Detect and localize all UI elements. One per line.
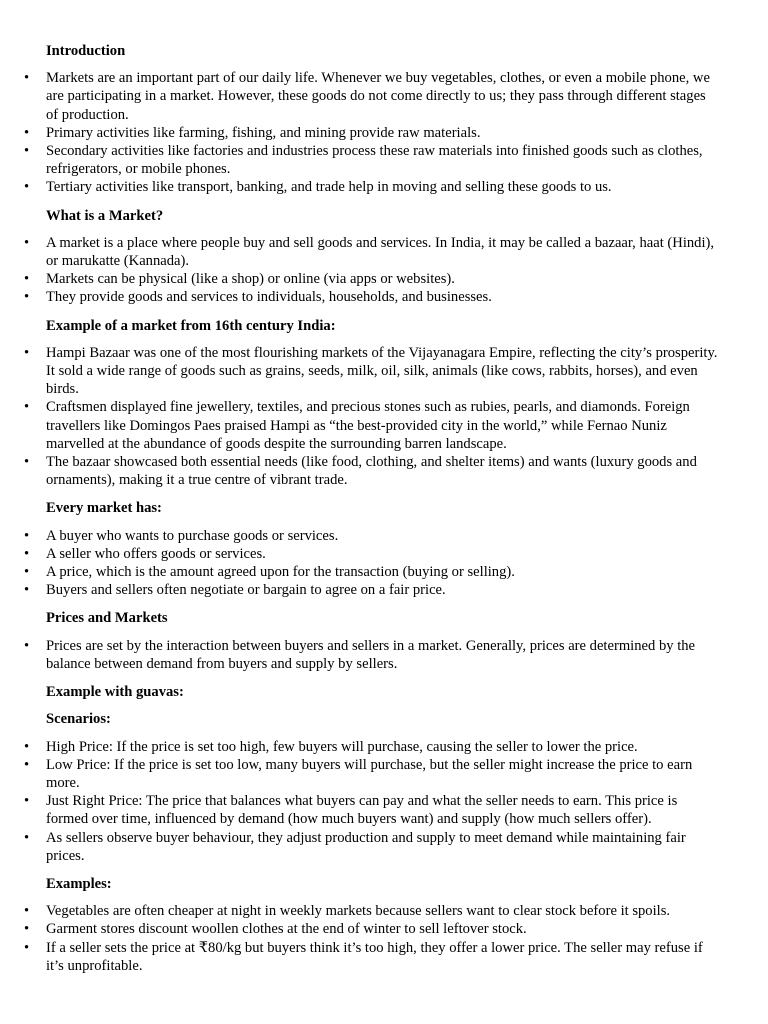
list-item: • High Price: If the price is set too high, few buyers will purchase, causing the seller to lower the price. (46, 738, 720, 756)
hampi-example-list (46, 344, 720, 490)
list-item: • They provide goods and services to individuals, households, and businesses. (46, 288, 720, 306)
heading-example-with-guavas: Example with guavas: (46, 684, 184, 701)
heading-prices-and-markets: Prices and Markets (46, 610, 168, 627)
list-item: • Vegetables are often cheaper at night in weekly markets because sellers want to clear stock before it spoils. (46, 902, 720, 920)
list-item: • Low Price: If the price is set too low, many buyers will purchase, but the seller might increase the price to earn more. (46, 756, 720, 792)
every-market-has-list (46, 527, 720, 600)
list-item: • Tertiary activities like transport, banking, and trade help in moving and selling these goods to us. (46, 178, 720, 196)
list-item: • Craftsmen displayed fine jewellery, textiles, and precious stones such as rubies, pearls, and diamonds. Foreign travellers like Domingos Paes praised Hampi as “the best-provided city in the world,” while Fernao Nuniz marvelled at the abundance of goods despite the surrounding barren landscape. (46, 398, 720, 453)
list-item: • Markets can be physical (like a shop) or online (via apps or websites). (46, 270, 720, 288)
list-item: • As sellers observe buyer behaviour, they adjust production and supply to meet demand while maintaining fair prices. (46, 829, 720, 865)
examples-list (46, 902, 720, 975)
list-item: • Hampi Bazaar was one of the most flourishing markets of the Vijayanagara Empire, reflecting the city’s prosperity. It sold a wide range of goods such as grains, seeds, milk, oil, silk, animals (like cows, rabbits, horses), and even birds. (46, 344, 720, 399)
heading-scenarios: Scenarios: (46, 711, 111, 728)
introduction-list (46, 69, 720, 196)
list-item: • Markets are an important part of our daily life. Whenever we buy vegetables, clothes, or even a mobile phone, we are participating in a market. However, these goods do not come directly to us; they pass through different stages of production. (46, 69, 720, 124)
list-item: • A seller who offers goods or services. (46, 545, 720, 563)
heading-16th-century-example: Example of a market from 16th century India: (46, 317, 336, 334)
list-item: • Buyers and sellers often negotiate or bargain to agree on a fair price. (46, 581, 720, 599)
list-item: • If a seller sets the price at ₹80/kg but buyers think it’s too high, they offer a lower price. The seller may refuse if it’s unprofitable. (46, 939, 720, 975)
list-item: • Garment stores discount woollen clothes at the end of winter to sell leftover stock. (46, 920, 720, 938)
scenarios-list (46, 738, 720, 865)
list-item: • Just Right Price: The price that balances what buyers can pay and what the seller needs to earn. This price is formed over time, influenced by demand (how much buyers want) and supply (how much sellers offer). (46, 792, 720, 828)
what-is-a-market-list (46, 234, 720, 307)
list-item: • Primary activities like farming, fishing, and mining provide raw materials. (46, 124, 720, 142)
list-item: • The bazaar showcased both essential needs (like food, clothing, and shelter items) and wants (luxury goods and ornaments), making it a true centre of vibrant trade. (46, 453, 720, 489)
list-item: • Prices are set by the interaction between buyers and sellers in a market. Generally, prices are determined by the balance between demand from buyers and supply by sellers. (46, 637, 720, 673)
list-item: • A price, which is the amount agreed upon for the transaction (buying or selling). (46, 563, 720, 581)
heading-every-market-has: Every market has: (46, 500, 162, 517)
prices-and-markets-list (46, 637, 720, 673)
list-item: • A buyer who wants to purchase goods or services. (46, 527, 720, 545)
list-item: • A market is a place where people buy and sell goods and services. In India, it may be called a bazaar, haat (Hindi), or marukatte (Kannada). (46, 234, 720, 270)
list-item: • Secondary activities like factories and industries process these raw materials into finished goods such as clothes, refrigerators, or mobile phones. (46, 142, 720, 178)
heading-examples: Examples: (46, 875, 112, 892)
heading-what-is-a-market: What is a Market? (46, 207, 164, 224)
heading-introduction: Introduction (46, 43, 126, 59)
